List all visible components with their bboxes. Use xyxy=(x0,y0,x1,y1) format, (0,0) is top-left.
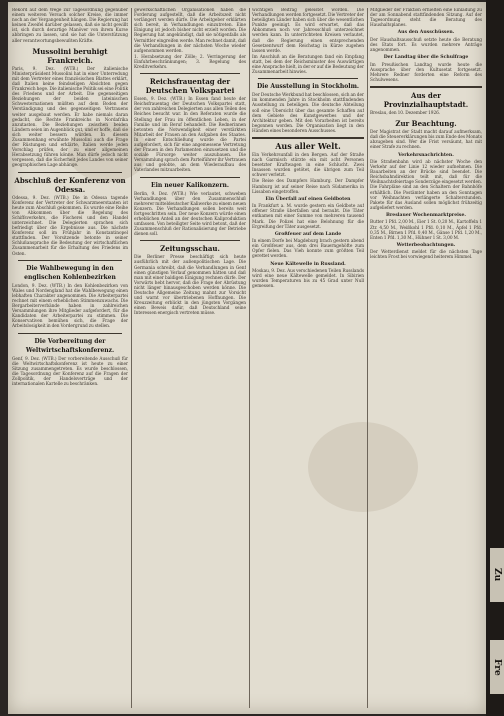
article-paragraph: Die Berliner Presse beschäftigt sich heute ausführlich mit der außenpolitischen Lage. Die Germania schreibt, daß die Verhandlungen in Genf einen günstigen Verlauf genommen hätten und daß man mit einer baldigen Einigung rechnen dürfe. Der Vorwärts hebt hervor, daß die Frage der Abrüstung nicht länger hinausgeschoben werden könne. Die Deutsche Allgemeine Zeitung mahnt zur Vorsicht und warnt vor übertriebenen Hoffnungen. Die Kreuzzeitung erblickt in den jüngsten Vorgängen einen Beweis dafür, daß Deutschland seine Interessen energisch vertreten müsse. xyxy=(134,255,246,317)
section-rule xyxy=(140,240,240,241)
column-divider xyxy=(249,8,250,708)
article-headline: Zur Beachtung. xyxy=(395,119,457,129)
article-subheading: Wetterbeobachtungen. xyxy=(396,242,456,248)
article-paragraph: Im Preußischen Landtag wurde heute die Aussprache über den Kultusetat fortgesetzt. Mehrere Redner forderten eine Reform des Schulwesens. xyxy=(370,62,482,83)
article-headline: Mussolini beruhigt Frankreich. xyxy=(32,46,108,65)
scanner-edge xyxy=(486,0,504,716)
article-subheading: Großfeuer auf dem Lande xyxy=(274,231,342,237)
article-paragraph: Odessa, 9. Dez. (WTB.) Die in Odessa tagende Konferenz der Vertreter der Schwarzmeerstaaten ist heute zum Abschluß gekommen. Es wurde eine Reihe von Abkommen über die Regelung des Schiffsverkehrs, die Fischerei und den Handel unterzeichnet. Die Delegierten sprachen sich befriedigt über die Ergebnisse aus. Die nächste Konferenz soll im Frühjahr in Konstantinopel stattfinden. Der Vorsitzende betonte in seiner Schlußansprache die Bedeutung der wirtschaftlichen Zusammenarbeit für die Erhaltung des Friedens im Osten. xyxy=(12,195,128,257)
article-headline: Aus der Provinzialhauptstadt. xyxy=(383,91,469,110)
article-paragraph: Die Reise des Dampfers Hamburg. Der Dampfer Hamburg ist auf seiner Reise nach Südamerika in Lissabon eingetroffen. xyxy=(252,179,364,195)
article-subheading: Neue Kältewelle in Russland. xyxy=(270,261,346,267)
column-2 xyxy=(134,8,246,708)
article-subheading: Aus den Ausschüssen. xyxy=(397,30,455,36)
article-paragraph: Genf, 9. Dez. (WTB.) Der vorbereitende Ausschuß für die Weltwirtschaftskonferenz ist heute zu einer Sitzung zusammengetreten. Es wurde beschlossen, die Tagesordnung der Konferenz auf die Fragen der Zollpolitik, der Handelsverträge und der internationalen Kartelle zu beschränken. xyxy=(12,356,128,387)
article-paragraph: In Frankfurt a. M. wurde gestern ein Geldbote auf offener Straße überfallen und beraubt. Die Täter entkamen mit einer Summe von mehreren tausend Mark. Die Polizei hat eine Belohnung für die Ergreifung der Täter ausgesetzt. xyxy=(252,204,364,230)
article-paragraph: Der Magistrat der Stadt macht darauf aufmerksam, daß die Steuererklärungen bis zum Ende des Monats abzugeben sind. Wer die Frist versäumt, hat mit einer Strafe zu rechnen. xyxy=(370,130,482,151)
section-rule xyxy=(258,78,358,79)
section-rule xyxy=(252,137,364,139)
article-headline: Die Ausstellung in Stockholm. xyxy=(256,83,360,91)
adjacent-page-tab: Zu xyxy=(490,548,504,602)
article-headline: Abschluß der Konferenz von Odessa. xyxy=(14,175,126,194)
section-rule xyxy=(18,260,122,261)
section-rule xyxy=(18,333,122,334)
section-rule xyxy=(370,86,482,88)
article-paragraph: Rekord auf dem Wege zur Tagesordnung gegenüber einem weiteren Versuch solcher Kreise, die immer noch an der Vergangenheit hängen. Die Regierung hat keinen Zweifel darüber gelassen, daß sie nicht gewillt ist, sich durch derartige Manöver von ihrem Kurse abbringen zu lassen, und sie hat die Unterstützung aller verantwortungsbewußten Kräfte. xyxy=(12,8,128,44)
article-paragraph: Mitglieder der Fraktion erhielten eine Einladung zu der am Sonnabend stattfindenden Sitzung. Auf der Tagesordnung steht die Beratung des Haushaltsplanes. xyxy=(370,8,482,29)
article-paragraph: Breslau, den 10. Dezember 1926. xyxy=(370,111,441,117)
article-subheading: Ein Überfall auf einen Geldboten xyxy=(265,196,351,202)
section-rule xyxy=(140,177,240,178)
article-paragraph: Im Anschluß an die Beratungen fand ein Empfang statt, bei dem der Reichsminister des Auswärtigen eine Ansprache hielt, in der er auf die Bedeutung der Zusammenarbeit hinwies. xyxy=(252,54,364,76)
article-headline: Zeitungsschau. xyxy=(160,244,220,254)
column-divider xyxy=(367,8,368,708)
section-rule xyxy=(18,172,122,173)
column-divider xyxy=(131,8,132,708)
newspaper-sheet xyxy=(8,2,486,714)
column-1 xyxy=(12,8,128,708)
article-paragraph: In einem Dorfe bei Magdeburg brach gestern abend ein Großfeuer aus, dem drei Bauerngehöfte zum Opfer fielen. Das Vieh konnte zum größten Teil gerettet werden. xyxy=(252,239,364,260)
article-paragraph: Essen, 9. Dez. (WTB.) In Essen fand heute der Reichsfrauentag der Deutschen Volkspartei statt, der von zahlreichen Delegierten aus allen Teilen des Reiches besucht war. In den Referaten wurde die Stellung der Frau im öffentlichen Leben, in der Familie und im Beruf behandelt. Die Rednerinnen betonten die Notwendigkeit einer verstärkten Mitarbeit der Frauen an den Aufgaben des Staates. In einer Entschließung wurde die Partei aufgefordert, sich für eine angemessene Vertretung der Frauen in den Parlamenten einzusetzen und die soziale Fürsorge weiter auszubauen. Die Versammlung sprach dem Parteiführer ihr Vertrauen aus und gelobte, an dem Wiederaufbau des Vaterlandes mitzuarbeiten. xyxy=(134,97,246,174)
article-paragraph: Die Straßenbahn wird ab nächster Woche den Verkehr auf der Linie 12 wieder aufnehmen. Die Bauarbeiten an der Brücke sind beendet. Die Reichsbahndirektion teilt mit, daß für die Weihnachtsfeiertage Sonderzüge eingesetzt werden. Die Fahrpläne sind an den Schaltern der Bahnhöfe erhältlich. Die Postämter haben an den Sonntagen vor Weihnachten verlängerte Schalterstunden. Pakete für das Ausland sollen möglichst frühzeitig aufgeliefert werden. xyxy=(370,160,482,211)
article-paragraph: Der Deutsche Werkbund hat beschlossen, sich an der im kommenden Jahre in Stockholm stattfindenden Ausstellung zu beteiligen. Die deutsche Abteilung soll eine Übersicht über das gesamte Schaffen auf dem Gebiete des Kunstgewerbes und der Architektur geben. Mit den Vorarbeiten ist bereits begonnen worden. Die Organisation liegt in den Händen eines besonderen Ausschusses. xyxy=(252,93,364,134)
article-headline: Die Wahlbewegung in den englischen Kohlenbezirken xyxy=(24,264,116,281)
article-subheading: Breslauer Wochenmarktpreise. xyxy=(385,212,467,218)
article-paragraph: Berlin, 9. Dez. (WTB.) Wie verlautet, schweben Verhandlungen über den Zusammenschluß mehrerer mitteldeutscher Kaliwerke zu einem neuen Konzern. Die Verhandlungen sollen bereits weit fortgeschritten sein. Der neue Konzern würde einen erheblichen Anteil an der deutschen Kaliproduktion umfassen. Von beteiligter Seite wird betont, daß der Zusammenschluß der Rationalisierung der Betriebe dienen soll. xyxy=(134,191,246,238)
column-3 xyxy=(252,8,364,708)
article-paragraph: Der Wetterdienst meldet für die nächsten Tage leichten Frost bei vorwiegend heiterem Himmel. xyxy=(370,250,482,261)
column-4 xyxy=(370,8,482,708)
article-headline: Ein neuer Kalikonzern. xyxy=(151,181,229,189)
adjacent-page-tab: Fre xyxy=(490,640,504,694)
article-headline: Reichsfrauentag der Deutschen Volkspartei xyxy=(145,77,235,96)
article-paragraph: wichtigen Beitrag geleistet worden. Die Verhandlungen werden fortgesetzt. Die Vertreter der beteiligten Länder haben sich über die wesentlichen Punkte geeinigt. Es wird erwartet, daß das Abkommen noch vor Jahresschluß unterzeichnet werden kann. In unterrichteten Kreisen verlautet, daß die Regierung einen entsprechenden Gesetzentwurf dem Reichstag in Kürze zugehen lassen werde. xyxy=(252,8,364,54)
article-headline: Aus aller Welt. xyxy=(275,140,341,151)
article-subheading: Verkehrsnachrichten. xyxy=(398,152,454,158)
article-paragraph: Paris, 9. Dez. (WTB.) Der italienische Ministerpräsident Mussolini hat in einer Unterredung mit dem Vertreter eines französischen Blattes erklärt, daß Italien keine feindseligen Absichten gegen Frankreich hege. Die italienische Politik sei eine Politik des Friedens und der Arbeit. Die gegenseitigen Beziehungen der beiden lateinischen Schwesternationen müßten auf dem Boden der Verständigung und des gegenseitigen Vertrauens weiter ausgebaut werden. Er habe niemals daran gedacht, die Rechte Frankreichs in Nordafrika anzutasten. Die Beziehungen zwischen beiden Ländern seien im Augenblick gut, und er hoffe, daß sie sich weiter bessern würden. In diesem Zusammenhang erwähnte Mussolini auch die Frage der Rüstungen und erklärte, Italien werde jeden Vorschlag prüfen, der zu einer allgemeinen Herabsetzung führen könne. Man dürfe jedoch nicht vergessen, daß die Sicherheit jedes Landes von seiner geographischen Lage abhänge. xyxy=(12,66,128,169)
article-headline: Die Vorbereitung der Weltwirtschaftskonferenz. xyxy=(25,337,115,354)
article-paragraph: Der Haushaltsausschuß setzte heute die Beratung des Etats fort. Es wurden mehrere Anträge angenommen. xyxy=(370,37,482,54)
article-paragraph: gewerkschaftlichen Organisationen haben die Forderung aufgestellt, daß die Arbeitszeit nicht verlängert werden dürfe. Die Arbeitgeber erklärten sich bereit, in Verhandlungen einzutreten. Eine Einigung ist jedoch bisher nicht erzielt worden. Die Regierung hat angekündigt, daß sie nötigenfalls als Vermittler eingreifen werde. Man rechnet damit, daß die Verhandlungen in der nächsten Woche wieder aufgenommen werden. xyxy=(134,8,246,54)
article-paragraph: Butter 1 Pfd. 2,00 M., Eier 1 St. 0,20 M., Kartoffeln 1 Ztr. 4,50 M., Weißkohl 1 Pfd. 0,10 M., Äpfel 1 Pfd. 0,35 M., Birnen 1 Pfd. 0,40 M., Gänse 1 Pfd. 1,20 M., Enten 1 Pfd. 1,30 M., Hühner 1 St. 3,00 M. xyxy=(370,220,482,241)
section-rule xyxy=(140,73,240,74)
article-subheading: Der Landtag über die Schulfrage xyxy=(383,55,469,61)
article-paragraph: Ein Verkehrsunfall in den Bergen. Auf der Straße nach Garmisch stürzte ein mit acht Personen besetzter Kraftwagen in eine Schlucht. Zwei Insassen wurden getötet, die übrigen zum Teil schwer verletzt. xyxy=(252,152,364,179)
article-paragraph: London, 9. Dez. (WTB.) In den Kohlenbezirken von Wales und Nordengland hat die Wahlbewegung einen lebhaften Charakter angenommen. Die Arbeiterpartei rechnet mit einem erheblichen Stimmenzuwachs. Die Bergarbeiterverbände haben in zahlreichen Versammlungen ihre Mitglieder aufgefordert, für die Kandidaten der Arbeiterpartei zu stimmen. Die Konservativen bemühen sich, die Frage der Arbeitslosigkeit in den Vordergrund zu stellen. xyxy=(12,283,128,330)
article-paragraph: Moskau, 9. Dez. Aus verschiedenen Teilen Russlands wird eine neue Kältewelle gemeldet. In Sibirien wurden Temperaturen bis zu 45 Grad unter Null gemessen. xyxy=(252,269,364,290)
article-paragraph: 1. Herabsetzung der Zölle; 2. Verringerung der Einfuhrbeschränkungen; 3. Regelung des Kreditverkehrs. xyxy=(134,54,246,71)
